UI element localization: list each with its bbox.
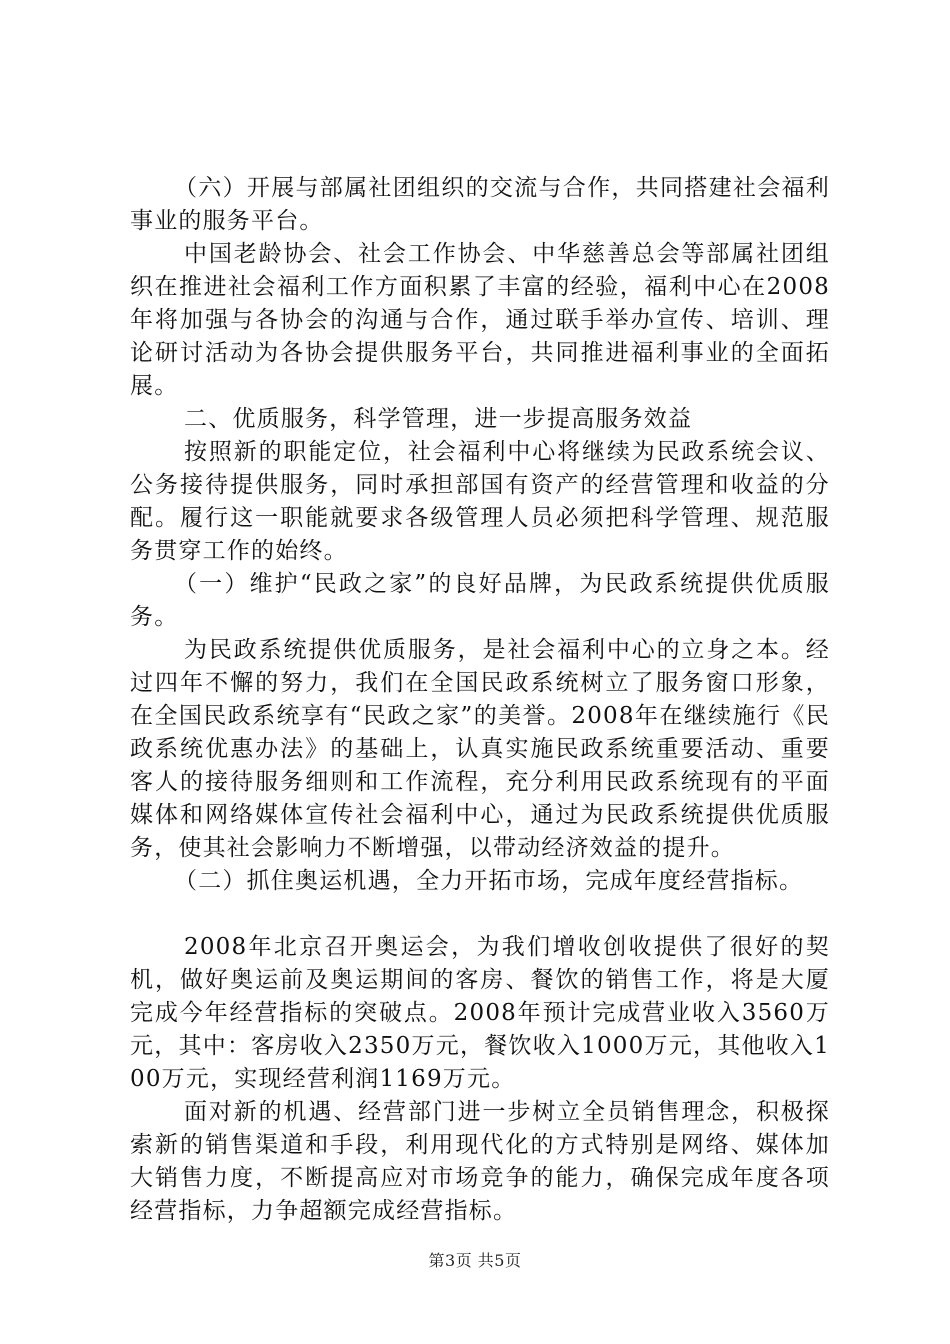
document-body <box>130 172 830 1228</box>
paragraph-function: 按照新的职能定位，社会福利中心将继续为民政系统会议、公务接待提供服务，同时承担部国有资产的经营管理和收益的分配。履行这一职能就要求各级管理人员必须把科学管理、规范服务贯穿工作的始终。 <box>130 439 830 564</box>
section-heading-olympics: （二）抓住奥运机遇，全力开拓市场，完成年度经营指标。 <box>174 868 804 894</box>
section-heading-two: 二、优质服务，科学管理，进一步提高服务效益 <box>184 406 693 432</box>
paragraph-olympics-revenue: 2008年北京召开奥运会，为我们增收创收提供了很好的契机，做好奥运前及奥运期间的客房、餐饮的销售工作，将是大厦完成今年经营指标的突破点。2008年预计完成营业收入3560万元，其中：客房收入2350万元，餐饮收入1000万元，其他收入100万元，实现经营利润1169万元。 <box>130 934 830 1092</box>
paragraph-gap <box>130 898 830 931</box>
paragraph-associations: 中国老龄协会、社会工作协会、中华慈善总会等部属社团组织在推进社会福利工作方面积累了丰富的经验，福利中心在2008年将加强与各协会的沟通与合作，通过联手举办宣传、培训、理论研讨活动为各协会提供服务平台，共同推进福利事业的全面拓展。 <box>130 241 830 399</box>
paragraph-quality-service: 为民政系统提供优质服务，是社会福利中心的立身之本。经过四年不懈的努力，我们在全国民政系统树立了服务窗口形象，在全国民政系统享有“民政之家”的美誉。2008年在继续施行《民政系统优惠办法》的基础上，认真实施民政系统重要活动、重要客人的接待服务细则和工作流程，充分利用民政系统现有的平面媒体和网络媒体宣传社会福利中心，通过为民政系统提供优质服务，使其社会影响力不断增强，以带动经济效益的提升。 <box>130 637 830 861</box>
paragraph-sales: 面对新的机遇、经营部门进一步树立全员销售理念，积极探索新的销售渠道和手段，利用现代化的方式特别是网络、媒体加大销售力度，不断提高应对市场竞争的能力，确保完成年度各项经营指标，力争超额完成经营指标。 <box>130 1099 830 1224</box>
section-heading-six: （六）开展与部属社团组织的交流与合作，共同搭建社会福利事业的服务平台。 <box>130 175 830 234</box>
section-heading-one: （一）维护“民政之家”的良好品牌，为民政系统提供优质服务。 <box>130 571 830 630</box>
page-footer: 第3页 共5页 <box>428 1251 522 1270</box>
